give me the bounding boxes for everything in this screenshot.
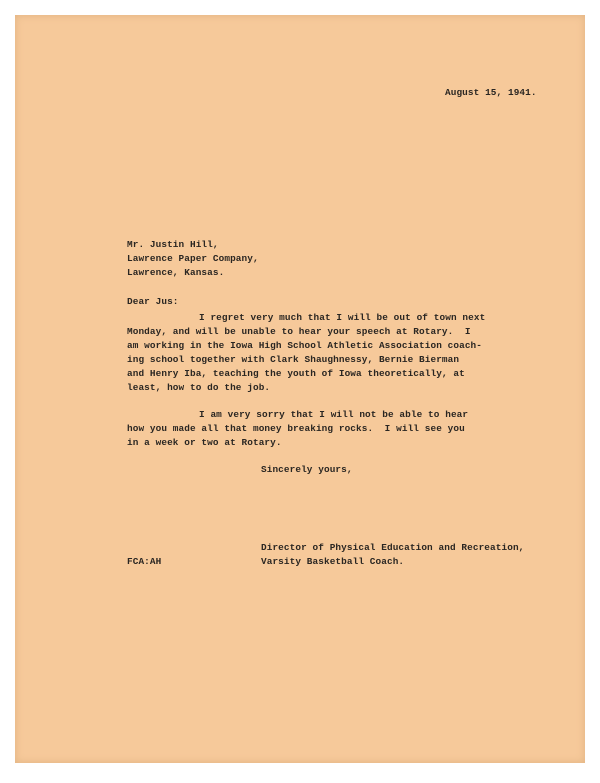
salutation: Dear Jus: (127, 296, 179, 307)
paragraph2-line: I am very sorry that I will not be able to hear (199, 409, 469, 420)
paragraph1-line: least, how to do the job. (127, 382, 271, 393)
paragraph1-line: Monday, and will be unable to hear your speech at Rotary. I (127, 326, 471, 337)
paragraph1-line: and Henry Iba, teaching the youth of Iowa theoretically, at (127, 368, 465, 379)
signature-title: Varsity Basketball Coach. (261, 556, 405, 567)
closing: Sincerely yours, (261, 464, 353, 475)
signature-title: Director of Physical Education and Recreation, (261, 542, 525, 553)
paragraph1-line: I regret very much that I will be out of town next (199, 312, 486, 323)
letter-page (15, 15, 585, 763)
recipient-company: Lawrence Paper Company, (127, 253, 259, 264)
typist-initials: FCA:AH (127, 556, 162, 567)
recipient-name: Mr. Justin Hill, (127, 239, 219, 250)
paragraph1-line: am working in the Iowa High School Athletic Association coach- (127, 340, 483, 351)
paragraph1-line: ing school together with Clark Shaughnessy, Bernie Bierman (127, 354, 460, 365)
letter-date: August 15, 1941. (445, 87, 537, 98)
paragraph2-line: how you made all that money breaking rocks. I will see you (127, 423, 465, 434)
paragraph2-line: in a week or two at Rotary. (127, 437, 282, 448)
recipient-city: Lawrence, Kansas. (127, 267, 225, 278)
